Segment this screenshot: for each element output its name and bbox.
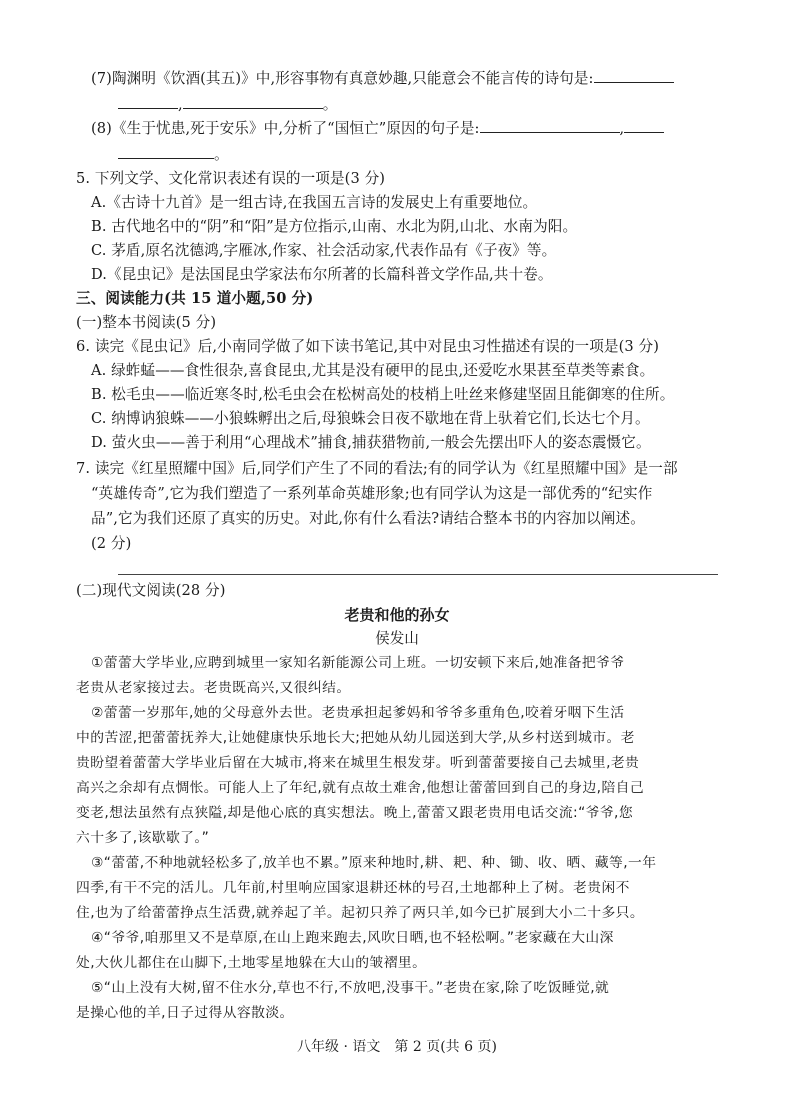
article-line: 四季,有干不完的活儿。几年前,村里响应国家退耕还林的号召,土地都种上了树。老贵闲不 xyxy=(76,880,630,896)
article-line: 六十多了,该歇歇了。” xyxy=(76,830,210,846)
article-line: ①蕾蕾大学毕业,应聘到城里一家知名新能源公司上班。一切安顿下来后,她准备把爷爷 xyxy=(91,655,625,671)
question-7-essay-line-2: “英雄传奇”,它为我们塑造了一系列革命英雄形象;也有同学认为这是一部优秀的“纪实作 xyxy=(91,485,653,502)
part-2-heading: (二)现代文阅读(28 分) xyxy=(76,582,226,599)
question-7-fill: (7)陶渊明《饮酒(其五)》中,形容事物有真意妙趣,只能意会不能言传的诗句是: xyxy=(91,66,674,92)
article-line: 高兴之余却有点惆怅。可能人上了年纪,就有点故土难舍,他想让蕾蕾回到自己的身边,陪自己 xyxy=(76,780,645,796)
article-line: 老贵从老家接过去。老贵既高兴,又很纠结。 xyxy=(76,680,351,696)
article-line: 贵盼望着蕾蕾大学毕业后留在大城市,将来在城里生根发芽。听到蕾蕾要接自己去城里,老贵 xyxy=(76,755,640,771)
answer-blank[interactable] xyxy=(480,116,620,133)
question-5-stem: 5. 下列文学、文化常识表述有误的一项是(3 分) xyxy=(76,170,386,187)
article-line: ②蕾蕾一岁那年,她的父母意外去世。老贵承担起爹妈和爷爷多重角色,咬着牙咽下生活 xyxy=(91,705,625,721)
answer-blank[interactable] xyxy=(118,92,178,109)
question-7-essay-line-1: 7. 读完《红星照耀中国》后,同学们产生了不同的看法;有的同学认为《红星照耀中国》是一部 xyxy=(76,460,678,477)
answer-blank[interactable] xyxy=(183,92,323,109)
question-7-essay-line-3: 品”,它为我们还原了真实的历史。对此,你有什么看法?请结合整本书的内容加以阐述。 xyxy=(91,510,645,527)
section-3-heading: 三、阅读能力(共 15 道小题,50 分) xyxy=(76,290,314,307)
article-line: 变老,想法虽然有点狭隘,却是他心底的真实想法。晚上,蕾蕾又跟老贵用电话交流:“爷爷,您 xyxy=(76,805,634,821)
article-line: 处,大伙儿都住在山脚下,土地零星地躲在大山的皱褶里。 xyxy=(76,955,427,971)
question-6-stem: 6. 读完《昆虫记》后,小南同学做了如下读书笔记,其中对昆虫习性描述有误的一项是(3 分) xyxy=(76,338,660,355)
question-7-fill-cont: , 。 xyxy=(118,92,337,118)
article-line: ③“蕾蕾,不种地就轻松多了,放羊也不累。”原来种地时,耕、耙、种、锄、收、晒、藏等,一年 xyxy=(91,855,657,871)
question-5-option-c: C. 茅盾,原名沈德鸿,字雁冰,作家、社会活动家,代表作品有《子夜》等。 xyxy=(91,242,557,259)
question-5-option-b: B. 古代地名中的“阴”和“阳”是方位指示,山南、水北为阴,山北、水南为阳。 xyxy=(91,218,578,235)
article-line: 中的苦涩,把蕾蕾抚养大,让她健康快乐地长大;把她从幼儿园送到大学,从乡村送到城市。老 xyxy=(76,730,635,746)
article-title: 老贵和他的孙女 xyxy=(344,606,450,624)
page-footer: 八年级 · 语文 第 2 页(共 6 页) xyxy=(297,1039,497,1055)
question-5-option-d: D.《昆虫记》是法国昆虫学家法布尔所著的长篇科普文学作品,共十卷。 xyxy=(91,266,553,283)
question-8-fill: (8)《生于忧患,死于安乐》中,分析了“国恒亡”原因的句子是: , xyxy=(91,116,664,142)
article-line: 住,也为了给蕾蕾挣点生活费,就养起了羊。起初只养了两只羊,如今已扩展到大小二十多只。 xyxy=(76,905,645,921)
article-line: 是操心他的羊,日子过得从容散淡。 xyxy=(76,1005,294,1021)
question-6-option-a: A. 绿蚱蜢——食性很杂,喜食昆虫,尤其是没有硬甲的昆虫,还爱吃水果甚至草类等素食。 xyxy=(91,362,655,379)
question-5-option-a: A.《古诗十九首》是一组古诗,在我国五言诗的发展史上有重要地位。 xyxy=(91,194,538,211)
answer-blank[interactable] xyxy=(624,116,664,133)
article-line: ⑤“山上没有大树,留不住水分,草也不行,不放吧,没事干。”老贵在家,除了吃饭睡觉,就 xyxy=(91,980,610,996)
article-author: 侯发山 xyxy=(375,630,419,647)
answer-line[interactable] xyxy=(118,574,718,575)
answer-blank[interactable] xyxy=(594,66,674,83)
article-line: ④“爷爷,咱那里又不是草原,在山上跑来跑去,风吹日晒,也不轻松啊。”老家藏在大山深 xyxy=(91,930,614,946)
question-8-fill-cont: 。 xyxy=(118,142,229,168)
answer-blank[interactable] xyxy=(118,142,214,159)
question-6-option-d: D. 萤火虫——善于利用“心理战术”捕食,捕获猎物前,一般会先摆出吓人的姿态震慑它。 xyxy=(91,434,651,451)
question-6-option-b: B. 松毛虫——临近寒冬时,松毛虫会在松树高处的枝梢上吐丝来修建坚固且能御寒的住所。 xyxy=(91,386,675,403)
part-1-heading: (一)整本书阅读(5 分) xyxy=(76,314,217,331)
question-6-option-c: C. 纳博讷狼蛛——小狼蛛孵出之后,母狼蛛会日夜不歇地在背上驮着它们,长达七个月。 xyxy=(91,410,650,427)
question-7-essay-line-4: (2 分) xyxy=(91,535,132,552)
